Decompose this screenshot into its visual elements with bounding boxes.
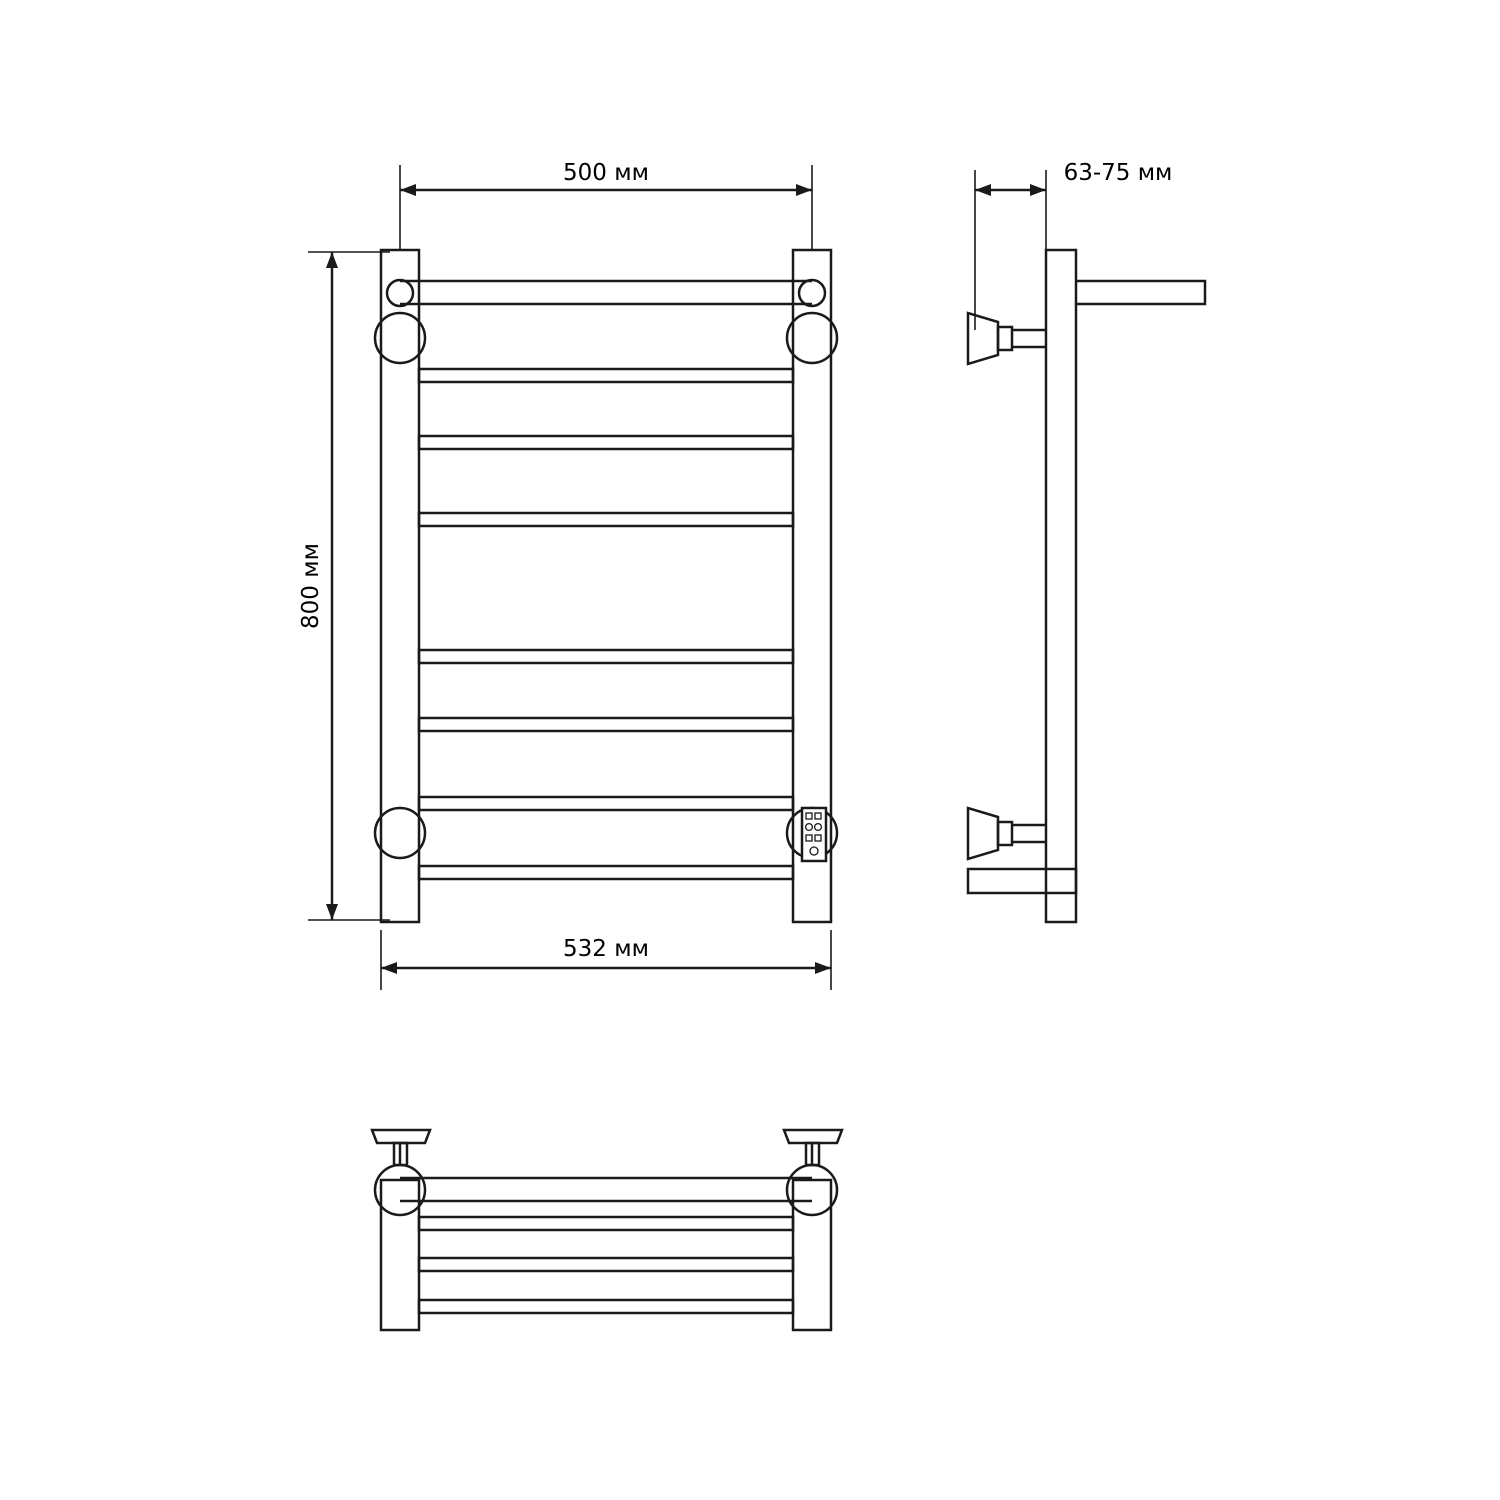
rail-1 xyxy=(419,369,793,382)
top-view-boss-right xyxy=(787,1165,837,1215)
side-cable-outlet xyxy=(968,869,1076,893)
rail-2 xyxy=(419,436,793,449)
label-width-outer: 500 мм xyxy=(563,160,649,186)
top-view-rail-1 xyxy=(419,1217,793,1230)
top-view-rail-3 xyxy=(419,1300,793,1313)
mount-boss-bottom-left xyxy=(375,808,425,858)
top-view-right-post xyxy=(793,1180,831,1330)
rail-4 xyxy=(419,650,793,663)
dimension-depth xyxy=(975,170,1046,330)
rail-5 xyxy=(419,718,793,731)
top-view-rail-2 xyxy=(419,1258,793,1271)
top-view-rail-front xyxy=(400,1178,812,1201)
label-depth: 63-75 мм xyxy=(1063,160,1173,186)
top-view-left-post xyxy=(381,1180,419,1330)
left-post xyxy=(381,250,419,922)
side-view xyxy=(968,170,1205,922)
rails xyxy=(419,369,793,879)
control-panel[interactable] xyxy=(802,808,826,861)
front-view xyxy=(308,165,837,990)
side-post xyxy=(1046,250,1076,922)
wall-bracket-top xyxy=(968,313,1046,364)
rail-6 xyxy=(419,797,793,810)
top-view-wall-plate-right xyxy=(784,1130,842,1165)
rail-top xyxy=(387,280,825,306)
top-view-boss-left xyxy=(375,1165,425,1215)
label-height: 800 мм xyxy=(298,543,324,629)
rail-7 xyxy=(419,866,793,879)
rail-3 xyxy=(419,513,793,526)
wall-bracket-bottom xyxy=(968,808,1046,859)
mount-boss-top-left xyxy=(375,313,425,363)
label-width-brackets: 532 мм xyxy=(563,936,649,962)
mount-boss-top-right xyxy=(787,313,837,363)
top-view-wall-plate-left xyxy=(372,1130,430,1165)
side-rail-top xyxy=(1076,281,1205,304)
top-view xyxy=(372,1130,842,1330)
top-view-rails xyxy=(419,1217,793,1313)
